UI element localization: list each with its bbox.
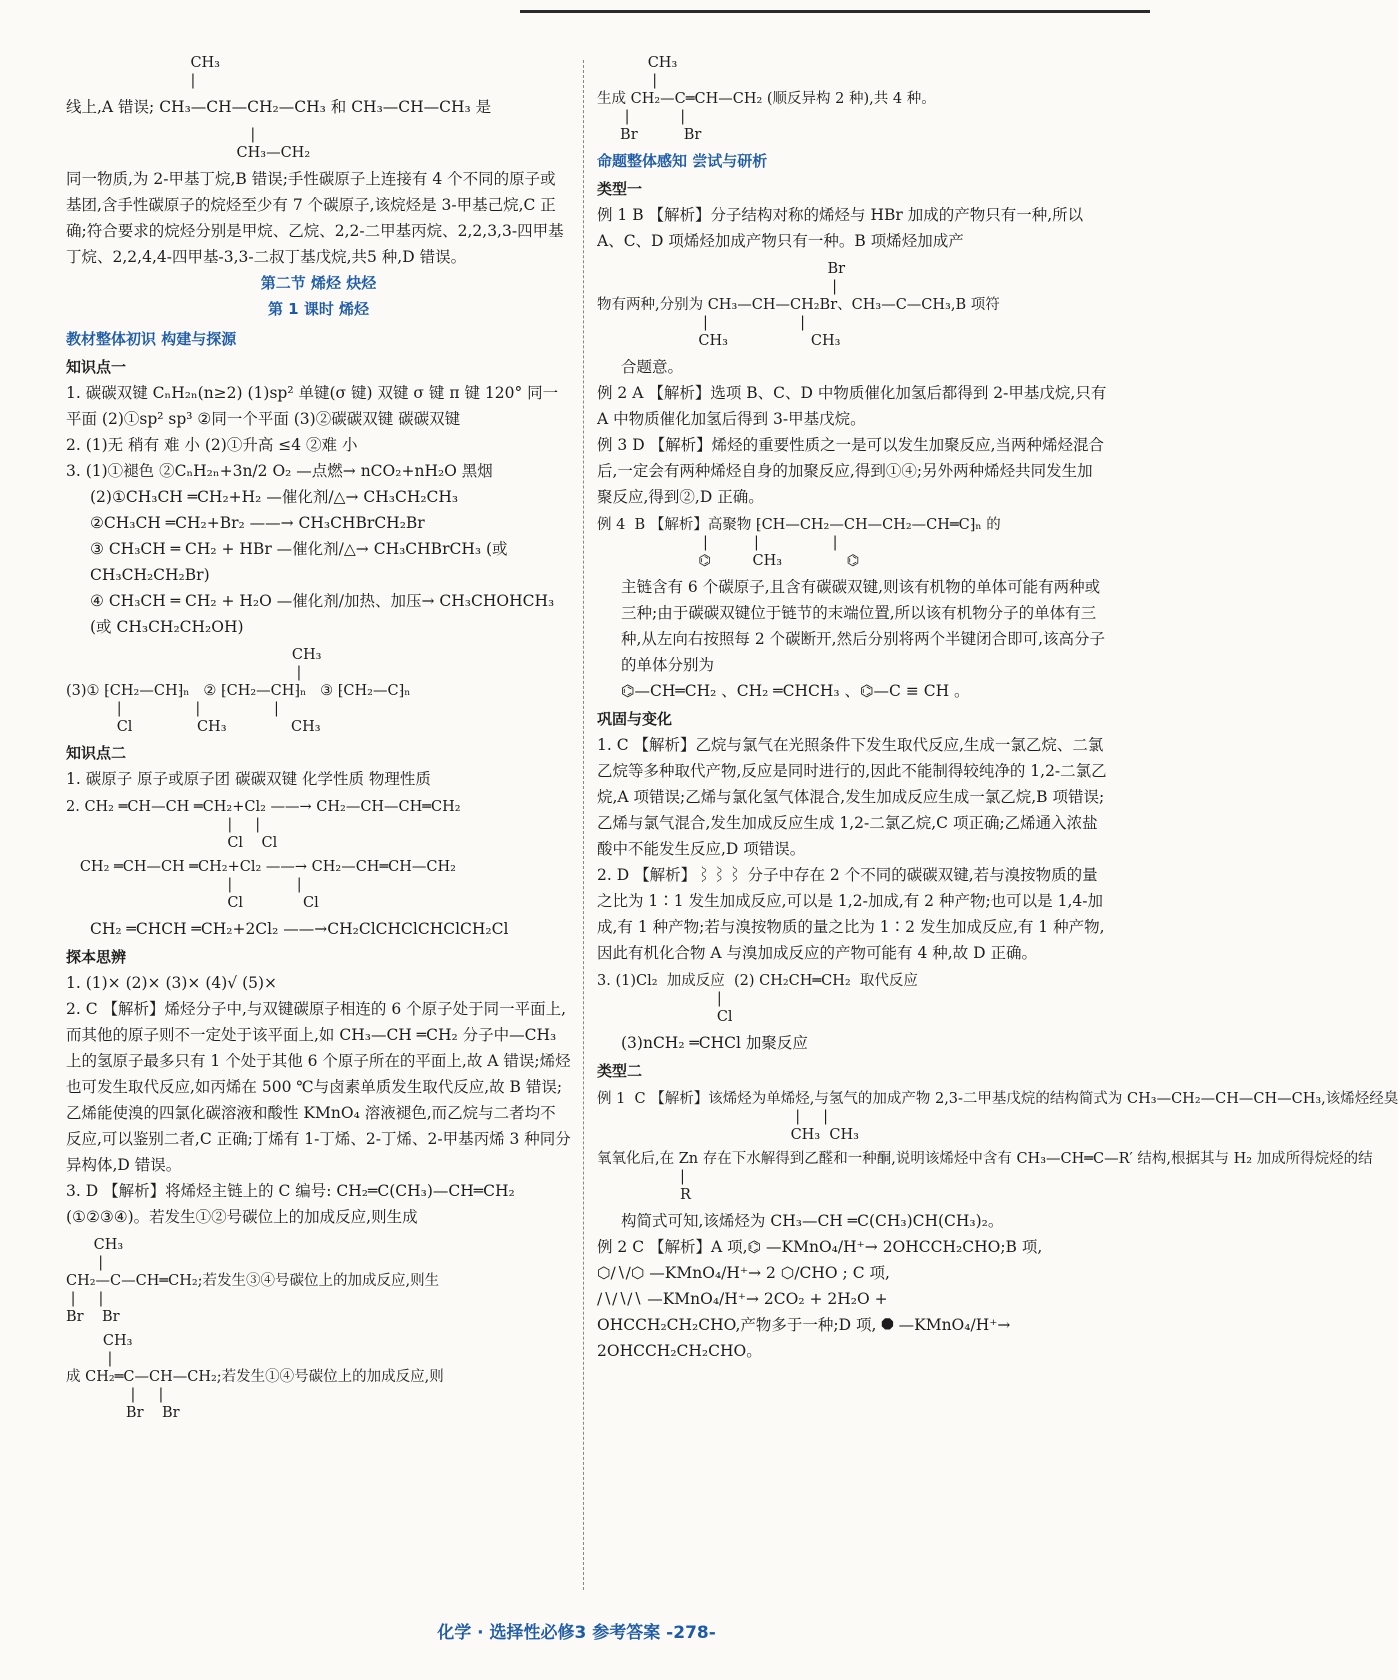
- reaction-equation: 2OHCCH₂CH₂CHO。: [597, 1342, 762, 1360]
- example-answer: 例 1 B 【解析】分子结构对称的烯烃与 HBr 加成的产物只有一种,所以 A、C、D 项烯烃加成产物只有一种。B 项烯烃加成产: [597, 206, 1084, 250]
- block-title: 命题整体感知 尝试与研析: [597, 152, 768, 170]
- lesson-title: 第 1 课时 烯烃: [267, 300, 370, 318]
- answer-item: 2. (1)无 稍有 难 小 (2)①升高 ≤4 ②难 小: [66, 436, 358, 454]
- reaction-equation: OHCCH₂CH₂CHO,产物多于一种;D 项, ⯃ —KMnO₄/H⁺→: [597, 1316, 1011, 1334]
- example-answer: 例 2 A 【解析】选项 B、C、D 中物质催化加氢后都得到 2-甲基戊烷,只有 A 中物质催化加氢后得到 3-甲基戊烷。: [597, 384, 1107, 428]
- monomer-list: ⌬—CH═CH₂ 、CH₂ ═CHCH₃ 、⌬—C ≡ CH 。: [621, 682, 970, 700]
- consolidate-title: 巩固与变化: [597, 710, 673, 728]
- structure-formula: Br | 物有两种,分别为 CH₃—CH—CH₂Br、CH₃—C—CH₃,B 项符 | | CH₃ CH₃: [597, 261, 1000, 349]
- answer-line: 线上,A 错误; CH₃—CH—CH₂—CH₃ 和 CH₃—CH—CH₃ 是: [66, 98, 492, 116]
- example-answer: 主链含有 6 个碳原子,且含有碳碳双键,则该有机物的单体可能有两种或三种;由于碳碳双键位于链节的末端位置,所以该有机物分子的单体有三种,从左向右按照每 2 个碳断开,然后分别将两个半键闭合即可,该高分子的单体分别为: [621, 578, 1105, 674]
- structure-formula: CH₃ | 生成 CH₂—C═CH—CH₂ (顺反异构 2 种),共 4 种。 | | Br Br: [597, 55, 936, 143]
- answer-item: 2. C 【解析】烯烃分子中,与双键碳原子相连的 6 个原子处于同一平面上,而其他的原子则不一定处于该平面上,如 CH₃—CH ═CH₂ 分子中—CH₃ 上的氢原子最多只有 1 个处于其他 6 个原子所在的平面上,故 A 错误;烯烃也可发生取代反应,如丙烯在 500 ℃与卤素单质发生取代反应,故 B 错误;乙烯能使溴的四氯化碳溶液和酸性 KMnO₄ 溶液褪色,而乙烷与二者均不反应,可以鉴别二者,C 正确;丁烯有 1-丁烯、2-丁烯、2-甲基丙烯 3 种同分异构体,D 错误。: [66, 1000, 571, 1174]
- example-answer: 构简式可知,该烯烃为 CH₃—CH ═C(CH₃)CH(CH₃)₂。: [621, 1212, 1004, 1230]
- example-answer: 氧氧化后,在 Zn 存在下水解得到乙醛和一种酮,说明该烯烃中含有 CH₃—CH═C—R′ 结构,根据其与 H₂ 加成所得烷烃的结 | R: [597, 1151, 1373, 1203]
- left-column: [66, 48, 571, 1426]
- column-divider: [583, 60, 584, 1590]
- structure-formula: CH₃ |: [190, 55, 220, 89]
- answer-item: 2. D 【解析】⌇⌇⌇ 分子中存在 2 个不同的碳碳双键,若与溴按物质的量之比为 1∶1 发生加成反应,可以是 1,2-加成,有 2 种产物;也可以是 1,4-加成,有 1 种产物;若与溴按物质的量之比为 1∶2 发生加成反应,有 1 种产物,因此有机化合物 A 与溴加成反应的产物可能有 4 种,故 D 正确。: [597, 866, 1105, 962]
- type-title: 类型二: [597, 1062, 643, 1080]
- polymer-structures: CH₃ | (3)① ⁅CH₂—CH⁆ₙ ② ⁅CH₂—CH⁆ₙ ③ ⁅CH₂—C⁆ₙ | | | Cl CH₃ CH₃: [66, 647, 411, 735]
- answer-item: (3)nCH₂ ═CHCl 加聚反应: [621, 1034, 808, 1052]
- reaction-equation: CH₂ ═CH—CH ═CH₂+Cl₂ ——→ CH₂—CH═CH—CH₂ | | Cl Cl: [79, 859, 456, 911]
- example-answer: 合题意。: [621, 358, 684, 376]
- reaction-equation: CH₂ ═CHCH ═CH₂+2Cl₂ ——→CH₂ClCHClCHClCH₂Cl: [90, 920, 509, 938]
- answer-item: 3. D 【解析】将烯烃主链上的 C 编号: CH₂═C(CH₃)—CH═CH₂ (①②③④)。若发生①②号碳位上的加成反应,则生成: [66, 1182, 515, 1226]
- knowledge-point-title: 知识点一: [66, 358, 127, 376]
- think-title: 探本思辨: [66, 948, 127, 966]
- answer-item: 1. 碳原子 原子或原子团 碳碳双键 化学性质 物理性质: [66, 770, 431, 788]
- structure-formula: 例 4 B 【解析】高聚物 ⁅CH—CH₂—CH—CH₂—CH═C⁆ₙ 的 | | | ⌬ CH₃ ⌬: [597, 517, 1001, 569]
- reaction-equation: ③ CH₃CH ═ CH₂ + HBr —催化剂/△→ CH₃CHBrCH₃ (或 CH₃CH₂CH₂Br): [90, 540, 508, 584]
- section-title: 第二节 烯烃 炔烃: [260, 274, 377, 292]
- reaction-equation: ⬡∕∖∕⬡ —KMnO₄/H⁺→ 2 ⬡∕CHO ; C 项,: [597, 1264, 890, 1282]
- answer-item: 3. (1)①褪色 ②CₙH₂ₙ+3n/2 O₂ —点燃→ nCO₂+nH₂O 黑烟: [66, 462, 493, 480]
- answer-item: 1. (1)× (2)× (3)× (4)√ (5)×: [66, 974, 278, 992]
- right-column: [597, 48, 1398, 1364]
- knowledge-point-title: 知识点二: [66, 744, 127, 762]
- reaction-equation: ②CH₃CH ═CH₂+Br₂ ——→ CH₃CHBrCH₂Br: [90, 514, 425, 532]
- answer-paragraph: 同一物质,为 2-甲基丁烷,B 错误;手性碳原子上连接有 4 个不同的原子或基团,含手性碳原子的烷烃至少有 7 个碳原子,该烷烃是 3-甲基己烷,C 正确;符合要求的烷烃分别是甲烷、乙烷、2,2-二甲基丙烷、2,2,3,3-四甲基丁烷、2,2,4,4-四甲基-3,3-二叔丁基戊烷,共5 种,D 错误。: [66, 170, 564, 266]
- reaction-equation: ④ CH₃CH ═ CH₂ + H₂O —催化剂/加热、加压→ CH₃CHOHCH₃ (或 CH₃CH₂CH₂OH): [90, 592, 555, 636]
- answer-item: 1. 碳碳双键 CₙH₂ₙ(n≥2) (1)sp² 单键(σ 键) 双键 σ 键 π 键 120° 同一平面 (2)①sp² sp³ ②同一个平面 (3)②碳碳双键 碳碳双键: [66, 384, 559, 428]
- reaction-equation: ∕∖∕∖∕∖ —KMnO₄/H⁺→ 2CO₂ + 2H₂O +: [597, 1290, 888, 1308]
- reaction-equation: (2)①CH₃CH ═CH₂+H₂ —催化剂/△→ CH₃CH₂CH₃: [90, 488, 459, 506]
- answer-item: 3. (1)Cl₂ 加成反应 (2) CH₂CH═CH₂ 取代反应 | Cl: [597, 973, 918, 1025]
- structure-formula: CH₃ | 成 CH₂═C—CH—CH₂;若发生①④号碳位上的加成反应,则 | | Br Br: [66, 1333, 444, 1421]
- answer-item: 1. C 【解析】乙烷与氯气在光照条件下发生取代反应,生成一氯乙烷、二氯乙烷等多种取代产物,反应是同时进行的,因此不能制得较纯净的 1,2-二氯乙烷,A 项错误;乙烯与氯化氢气体混合,发生加成反应生成一氯乙烷,B 项错误;乙烯与氯气混合,发生加成反应生成 1,2-二氯乙烷,C 项正确;乙烯通入浓盐酸中不能发生反应,D 项错误。: [597, 736, 1107, 858]
- top-rule: [520, 10, 1150, 13]
- block-title: 教材整体初识 构建与探源: [66, 330, 237, 348]
- example-answer: 例 2 C 【解析】A 项,⌬ —KMnO₄/H⁺→ 2OHCCH₂CHO;B 项,: [597, 1238, 1043, 1256]
- page-footer: 化学 · 选择性必修3 参考答案 -278-: [437, 1623, 716, 1643]
- example-answer: 例 1 C 【解析】该烯烃为单烯烃,与氢气的加成产物 2,3-二甲基戊烷的结构简式为 CH₃—CH₂—CH—CH—CH₃,该烯烃经臭 | | CH₃ CH₃: [597, 1091, 1398, 1143]
- type-title: 类型一: [597, 180, 643, 198]
- structure-formula: | CH₃—CH₂: [236, 127, 311, 161]
- reaction-equation: 2. CH₂ ═CH—CH ═CH₂+Cl₂ ——→ CH₂—CH—CH═CH₂ | | Cl Cl: [66, 799, 461, 851]
- example-answer: 例 3 D 【解析】烯烃的重要性质之一是可以发生加聚反应,当两种烯烃混合后,一定会有两种烯烃自身的加聚反应,得到①④;另外两种烯烃共同发生加聚反应,得到②,D 正确。: [597, 436, 1104, 506]
- structure-formula: CH₃ | CH₂—C—CH═CH₂;若发生③④号碳位上的加成反应,则生 | | Br Br: [66, 1237, 440, 1325]
